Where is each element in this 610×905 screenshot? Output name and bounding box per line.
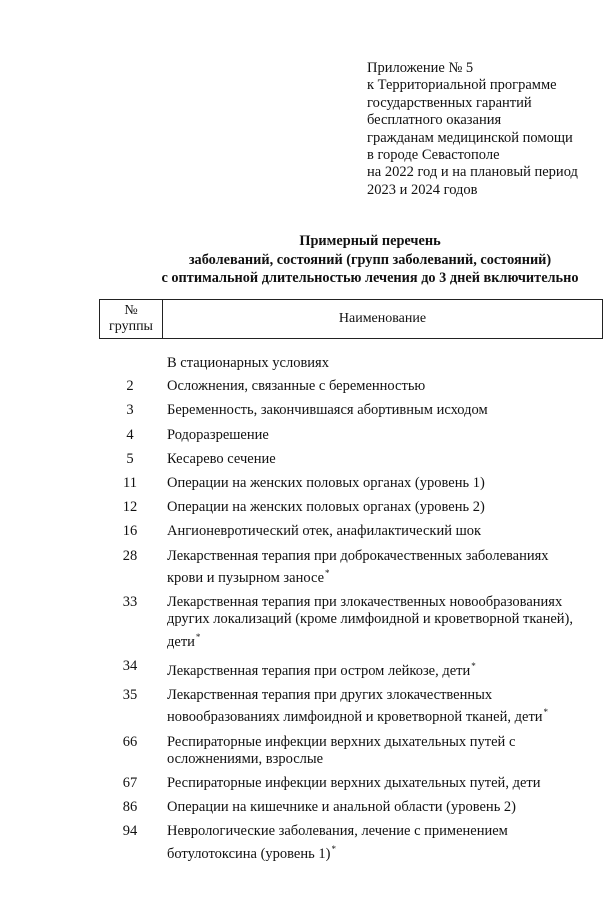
appendix-line: Приложение № 5 — [367, 60, 474, 76]
appendix-line: на 2022 год и на плановый период — [367, 164, 578, 181]
footnote-marker: * — [331, 843, 336, 854]
table-row — [99, 734, 603, 769]
group-name — [167, 687, 603, 727]
group-number: 34 — [122, 657, 138, 674]
footnote-marker: * — [543, 707, 549, 718]
group-name-text: Ангионевротический отек, анафилактический шок — [167, 523, 482, 540]
group-name-line — [167, 629, 603, 651]
group-number: 66 — [122, 733, 138, 750]
group-name — [167, 658, 603, 680]
group-name-text: Лекарственная терапия при остром лейкозе, дети — [167, 662, 471, 679]
group-number: 12 — [122, 499, 138, 516]
group-name-text: Респираторные инфекции верхних дыхательных путей, дети — [167, 775, 541, 792]
group-name-text: Респираторные инфекции верхних дыхательных путей с — [167, 733, 516, 750]
group-name-line — [167, 523, 603, 540]
row-list — [99, 378, 603, 863]
group-name-line — [167, 565, 603, 587]
group-name — [167, 427, 603, 444]
group-name — [167, 378, 603, 395]
group-number: 16 — [122, 523, 138, 540]
group-number: 28 — [122, 547, 138, 564]
group-name-text: осложнениями, взрослые — [167, 750, 324, 767]
appendix-line: 2023 и 2024 годов — [367, 181, 478, 198]
table-body — [99, 355, 603, 870]
group-name-line — [167, 427, 603, 444]
document-heading — [140, 232, 600, 288]
group-name-text: Операции на кишечнике и анальной области (уровень 2) — [167, 799, 517, 816]
table-row — [99, 775, 603, 792]
group-name — [167, 734, 603, 769]
group-number-header-line1: № — [124, 303, 138, 318]
table-row — [99, 687, 603, 727]
table-row — [99, 475, 603, 492]
group-name — [167, 775, 603, 792]
appendix-line: гражданам медицинской помощи — [367, 129, 573, 146]
group-name-text: новообразованиях лимфоидной и кроветворной тканей, дети — [167, 709, 543, 726]
group-name-text: Кесарево сечение — [167, 450, 276, 467]
heading-line: Примерный перечень — [299, 233, 441, 249]
group-name-line — [167, 704, 603, 726]
table-row — [99, 823, 603, 863]
group-number-header-line2: группы — [109, 319, 153, 334]
table-row — [99, 799, 603, 816]
group-name-line — [167, 775, 603, 792]
group-name-text: Родоразрешение — [167, 426, 269, 443]
group-name-text: других локализаций (кроме лимфоидной и кроветворной тканей), — [167, 611, 573, 628]
appendix-line: в городе Севастополе — [367, 147, 500, 164]
group-number: 33 — [122, 594, 138, 611]
table-row — [99, 499, 603, 516]
group-name-text: Беременность, закончившаяся абортивным исходом — [167, 402, 488, 419]
group-name-line — [167, 751, 603, 768]
section-title: В стационарных условиях — [167, 355, 329, 371]
group-name — [167, 799, 603, 816]
appendix-block — [367, 60, 603, 199]
group-name-text: Операции на женских половых органах (уровень 2) — [167, 499, 485, 516]
group-number: 3 — [126, 402, 134, 419]
table-row — [99, 451, 603, 468]
group-name-line — [167, 378, 603, 395]
group-name-line — [167, 799, 603, 816]
group-name — [167, 451, 603, 468]
group-number: 4 — [126, 426, 134, 443]
table-row — [99, 378, 603, 395]
group-name-line — [167, 402, 603, 419]
group-name — [167, 594, 603, 651]
group-name-line — [167, 451, 603, 468]
group-number: 86 — [122, 799, 138, 816]
group-name-line — [167, 594, 603, 611]
group-name-line — [167, 548, 603, 565]
table-row — [99, 548, 603, 588]
group-name-line — [167, 611, 603, 628]
group-name — [167, 475, 603, 492]
table-row — [99, 658, 603, 680]
group-number: 5 — [126, 450, 134, 467]
name-header: Наименование — [163, 300, 603, 338]
group-name-text: Неврологические заболевания, лечение с применением — [167, 823, 508, 840]
group-name — [167, 548, 603, 588]
appendix-line: к Территориальной программе — [367, 77, 557, 94]
group-name-text: Лекарственная терапия при других злокачественных — [167, 687, 493, 704]
group-number: 67 — [122, 775, 138, 792]
group-name-text: крови и пузырном заносе — [167, 569, 325, 586]
group-name-text: Осложнения, связанные с беременностью — [167, 378, 426, 395]
group-name-text: Операции на женских половых органах (уровень 1) — [167, 475, 485, 492]
group-number: 94 — [122, 823, 138, 840]
table-row — [99, 523, 603, 540]
footnote-marker: * — [195, 631, 201, 642]
group-name-line — [167, 734, 603, 751]
appendix-line: бесплатного оказания — [367, 112, 502, 129]
footnote-marker: * — [471, 660, 476, 671]
group-number: 2 — [126, 378, 134, 395]
group-number-header — [99, 300, 163, 338]
group-name-line — [167, 475, 603, 492]
table-row — [99, 402, 603, 419]
group-number: 35 — [122, 687, 138, 704]
appendix-line: государственных гарантий — [367, 94, 532, 111]
group-name-text: Лекарственная терапия при доброкачественных заболеваниях — [167, 547, 549, 564]
group-name-line — [167, 658, 603, 680]
table-row — [99, 427, 603, 444]
group-name-text: Лекарственная терапия при злокачественных новообразованиях — [167, 594, 563, 611]
footnote-marker: * — [325, 567, 330, 578]
table-row — [99, 594, 603, 651]
table-header — [99, 299, 603, 339]
group-name-line — [167, 823, 603, 840]
group-name-text: дети — [167, 633, 195, 650]
group-name-line — [167, 687, 603, 704]
group-name-text: ботулотоксина (уровень 1) — [167, 845, 331, 862]
heading-line: заболеваний, состояний (групп заболеваний, состояний) — [188, 251, 552, 268]
group-name-line — [167, 499, 603, 516]
group-name-line — [167, 841, 603, 863]
group-name — [167, 402, 603, 419]
heading-line: с оптимальной длительностью лечения до 3 дней включительно — [161, 270, 579, 286]
group-name — [167, 523, 603, 540]
group-name — [167, 499, 603, 516]
group-number: 11 — [123, 475, 137, 492]
group-name — [167, 823, 603, 863]
